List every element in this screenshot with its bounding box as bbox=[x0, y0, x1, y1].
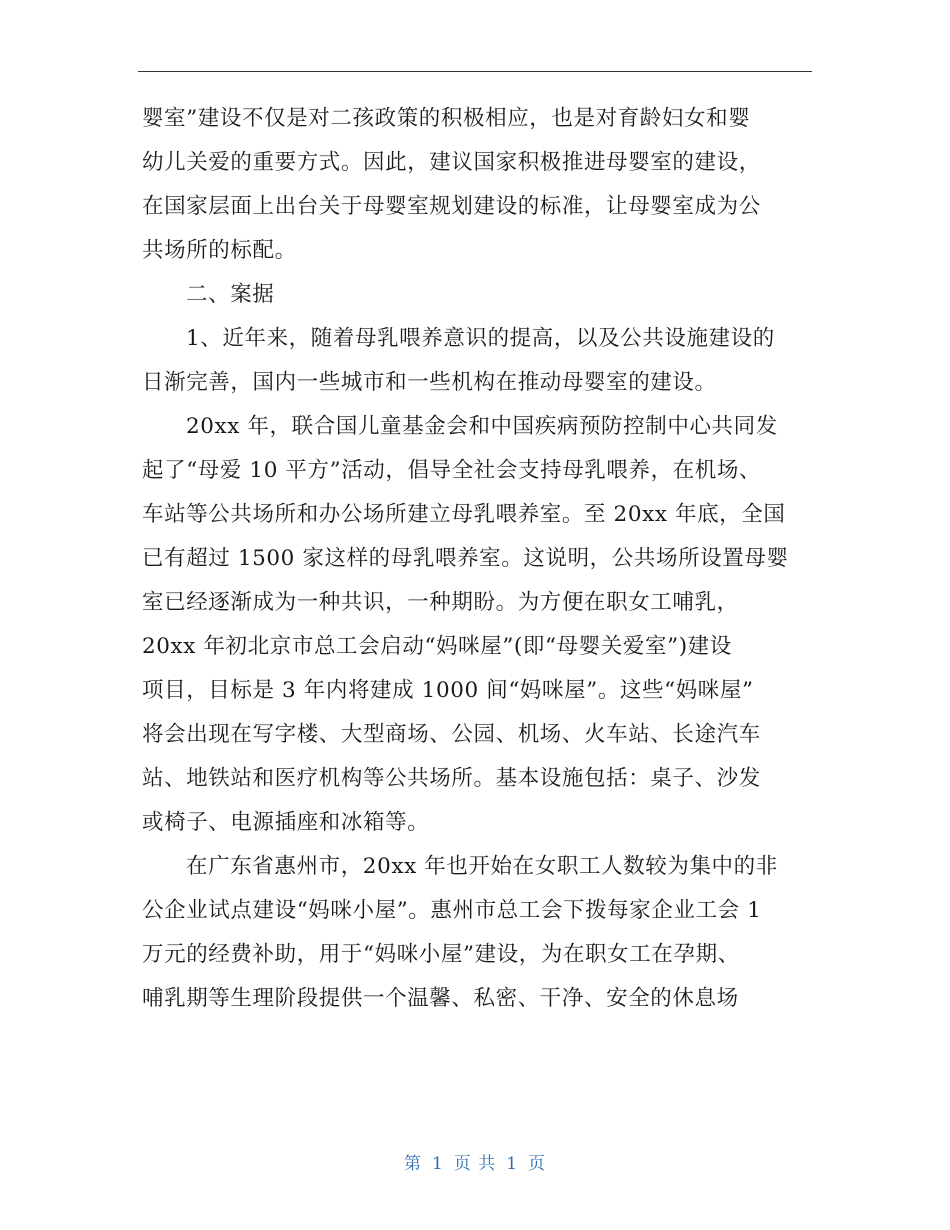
text-line: 项目，目标是 3 年内将建成 1000 间“妈咪屋”。这些“妈咪屋” bbox=[142, 678, 754, 703]
page-label-post: 页 bbox=[528, 1154, 547, 1174]
page-label-mid: 页 共 bbox=[453, 1154, 497, 1174]
text-line: 婴室”建设不仅是对二孩政策的积极相应，也是对育龄妇女和婴 bbox=[142, 106, 751, 131]
text-line: 20xx 年初北京市总工会启动“妈咪屋”(即“母婴关爱室”)建设 bbox=[142, 634, 732, 659]
text-line: 室已经逐渐成为一种共识，一种期盼。为方便在职女工哺乳， bbox=[142, 590, 739, 615]
page-label-pre: 第 bbox=[403, 1154, 422, 1174]
text-line: 已有超过 1500 家这样的母乳喂养室。这说明，公共场所设置母婴 bbox=[142, 546, 789, 571]
text-line: 将会出现在写字楼、大型商场、公园、机场、火车站、长途汽车 bbox=[142, 722, 761, 747]
text-line: 万元的经费补助，用于“妈咪小屋”建设，为在职女工在孕期、 bbox=[142, 942, 740, 967]
text-line: 哺乳期等生理阶段提供一个温馨、私密、干净、安全的休息场 bbox=[142, 986, 739, 1011]
text-line: 共场所的标配。 bbox=[142, 238, 297, 263]
header-rule bbox=[138, 71, 812, 72]
text-line: 20xx 年，联合国儿童基金会和中国疾病预防控制中心共同发 bbox=[186, 414, 778, 439]
text-line: 在广东省惠州市，20xx 年也开始在女职工人数较为集中的非 bbox=[186, 854, 778, 879]
text-line: 起了“母爱 10 平方”活动，倡导全社会支持母乳喂养，在机场、 bbox=[142, 458, 762, 483]
section-heading: 二、案据 bbox=[186, 282, 275, 307]
text-line: 日渐完善，国内一些城市和一些机构在推动母婴室的建设。 bbox=[142, 370, 717, 395]
text-line: 幼儿关爱的重要方式。因此，建议国家积极推进母婴室的建设， bbox=[142, 150, 761, 175]
text-line: 或椅子、电源插座和冰箱等。 bbox=[142, 810, 430, 835]
text-line: 车站等公共场所和办公场所建立母乳喂养室。至 20xx 年底，全国 bbox=[142, 502, 786, 527]
text-line: 公企业试点建设“妈咪小屋”。惠州市总工会下拨每家企业工会 1 bbox=[142, 898, 762, 923]
page-footer bbox=[0, 1149, 950, 1174]
text-line: 站、地铁站和医疗机构等公共场所。基本设施包括：桌子、沙发 bbox=[142, 766, 761, 791]
page-total: 1 bbox=[506, 1154, 519, 1174]
page-current: 1 bbox=[431, 1154, 444, 1174]
text-line: 在国家层面上出台关于母婴室规划建设的标准，让母婴室成为公 bbox=[142, 194, 761, 219]
text-line: 1、近年来，随着母乳喂养意识的提高，以及公共设施建设的 bbox=[186, 326, 775, 351]
